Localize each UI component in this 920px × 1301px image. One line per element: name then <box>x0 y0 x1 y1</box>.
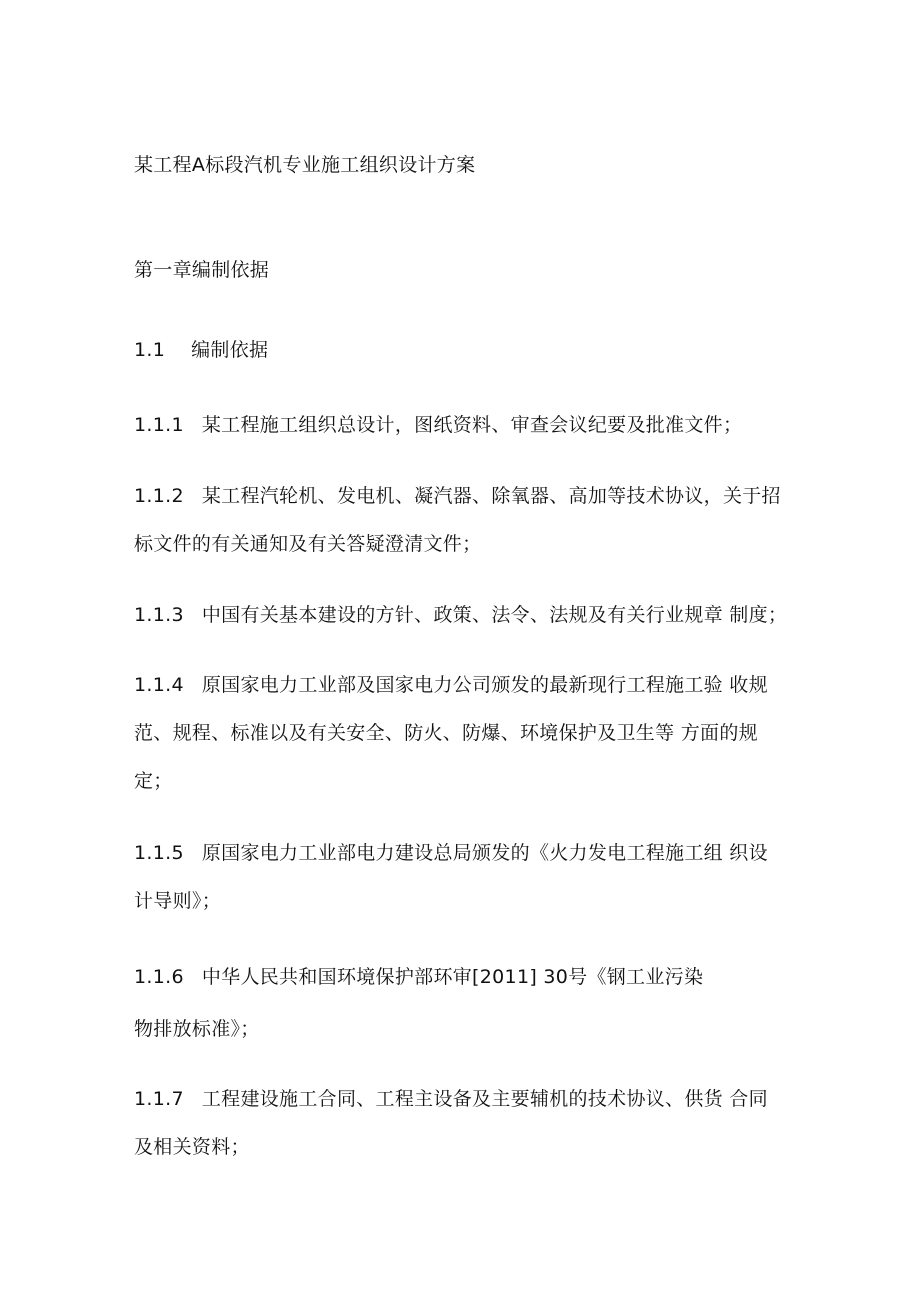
item-text: 工程建设施工合同、工程主设备及主要辅机的技术协议、供货 合同 <box>201 1088 768 1110</box>
chapter-heading: 第一章编制依据 <box>134 259 270 281</box>
item-1-1-5-continuation: 计导则》； <box>134 890 222 912</box>
item-number: 1.1.5 <box>134 842 184 864</box>
item-text: 原国家电力工业部及国家电力公司颁发的最新现行工程施工验 收规 <box>201 674 768 696</box>
section-heading <box>134 338 268 362</box>
section-number: 1.1 <box>134 339 166 361</box>
item-1-1-4 <box>134 673 768 697</box>
item-number: 1.1.3 <box>134 604 184 626</box>
item-1-1-2-continuation: 标文件的有关通知及有关答疑澄清文件； <box>134 533 482 555</box>
item-number: 1.1.6 <box>134 966 184 988</box>
item-number: 1.1.7 <box>134 1088 184 1110</box>
item-1-1-3 <box>134 603 787 627</box>
item-1-1-6-continuation: 物排放标准》； <box>134 1018 260 1040</box>
item-1-1-6 <box>134 965 703 989</box>
section-title: 编制依据 <box>191 339 269 361</box>
item-1-1-5 <box>134 841 768 865</box>
item-text: 中华人民共和国环境保护部环审[2011] 30号《钢工业污染 <box>201 966 704 988</box>
item-1-1-7-continuation: 及相关资料； <box>134 1136 250 1158</box>
item-number: 1.1.4 <box>134 674 184 696</box>
item-1-1-4-continuation-1: 范、规程、标准以及有关安全、防火、防爆、环境保护及卫生等 方面的规 <box>134 722 758 744</box>
document-title: 某工程A标段汽机专业施工组织设计方案 <box>134 154 476 176</box>
item-1-1-1 <box>134 413 742 437</box>
item-1-1-7 <box>134 1087 768 1111</box>
item-1-1-2 <box>134 484 781 508</box>
item-number: 1.1.1 <box>134 414 184 436</box>
item-text: 某工程施工组织总设计，图纸资料、审查会议纪要及批准文件； <box>201 414 743 436</box>
item-number: 1.1.2 <box>134 485 184 507</box>
item-text: 中国有关基本建设的方针、政策、法令、法规及有关行业规章 制度； <box>201 604 788 626</box>
item-text: 原国家电力工业部电力建设总局颁发的《火力发电工程施工组 织设 <box>201 842 768 864</box>
item-text: 某工程汽轮机、发电机、凝汽器、除氧器、高加等技术协议，关于招 <box>201 485 781 507</box>
item-1-1-4-continuation-2: 定； <box>134 770 173 792</box>
